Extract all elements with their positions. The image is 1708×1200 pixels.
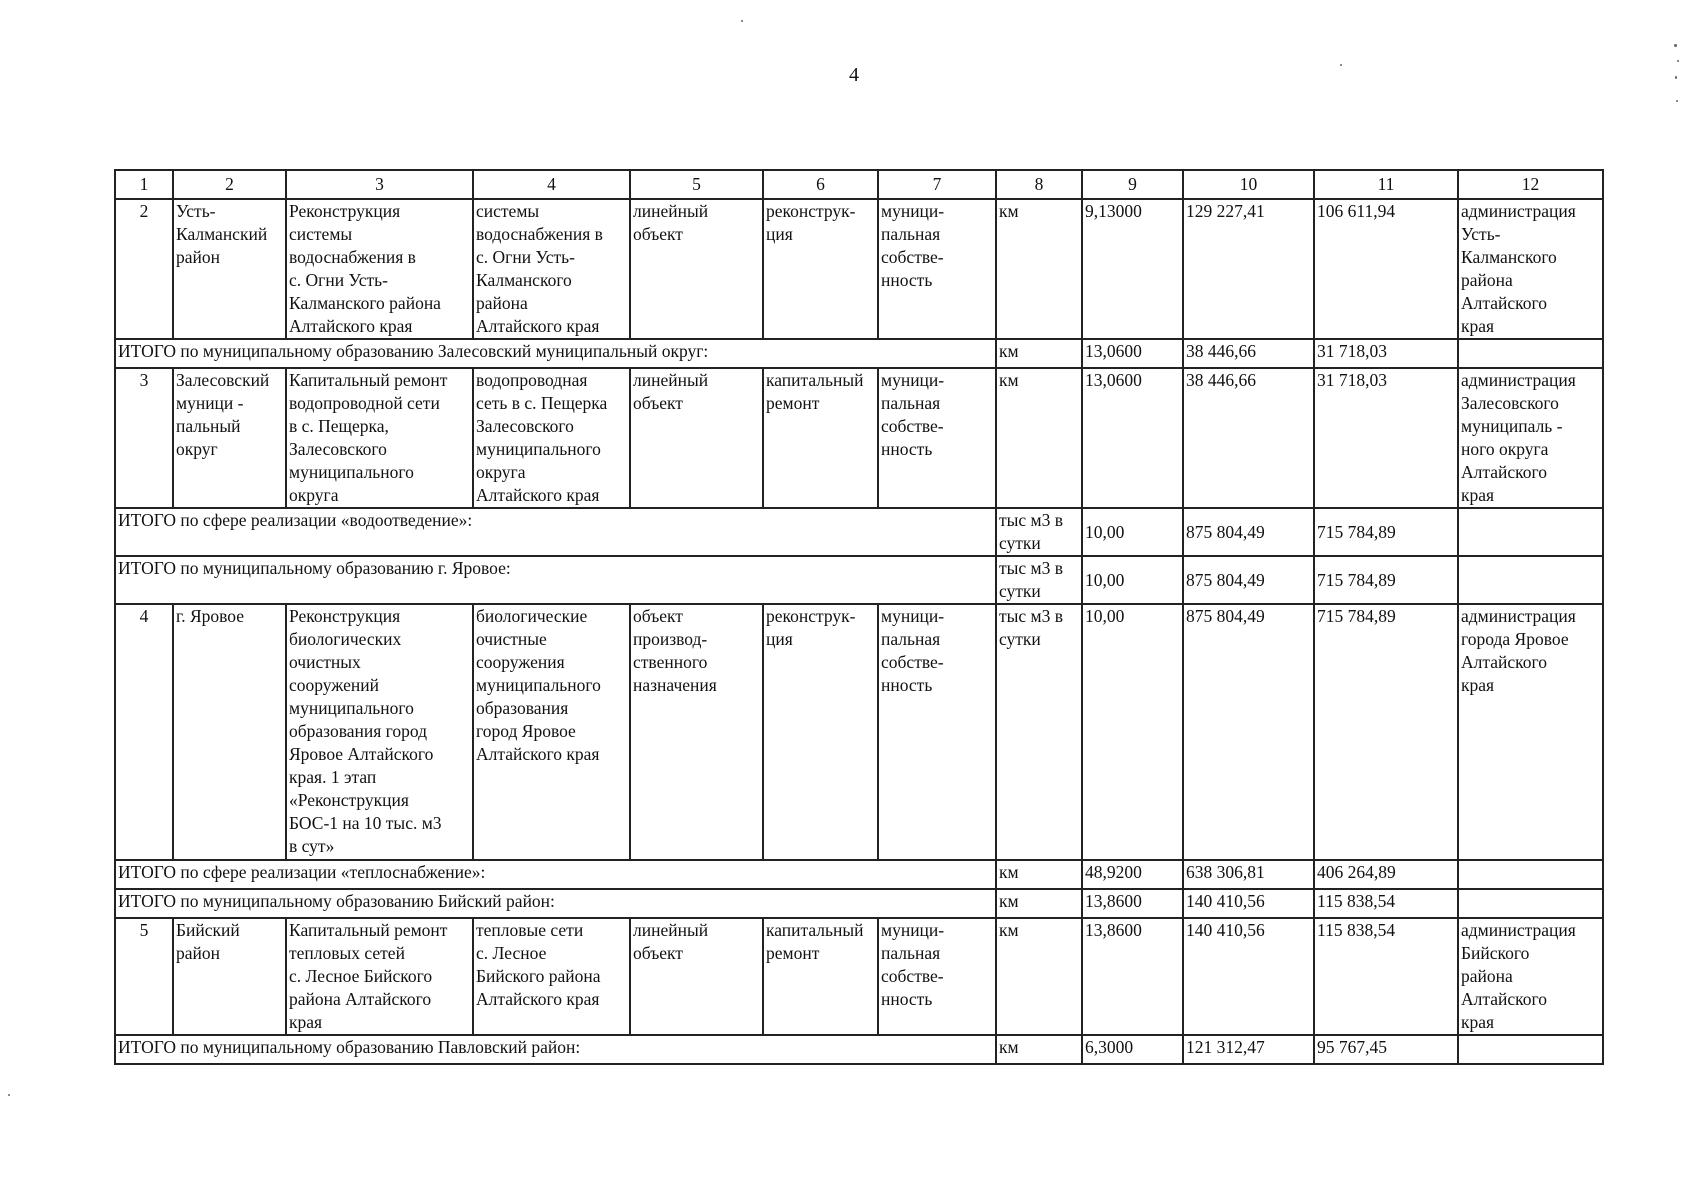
- cost-total-cell: 121 312,47: [1183, 1035, 1314, 1064]
- cost-budget-cell: 715 784,89: [1314, 508, 1458, 556]
- capacity-cell: 10,00: [1082, 604, 1183, 860]
- object-type-cell: объект производ- ственного назначения: [630, 604, 763, 860]
- table-row: [115, 918, 1603, 1035]
- work-type-cell: реконструк- ция: [763, 199, 878, 339]
- unit-cell: тыс м3 в сутки: [996, 604, 1082, 860]
- cost-total-cell: 38 446,66: [1183, 339, 1314, 368]
- cost-budget-cell: 31 718,03: [1314, 339, 1458, 368]
- object-type-cell: линейный объект: [630, 199, 763, 339]
- cost-total-cell: 38 446,66: [1183, 368, 1314, 508]
- municipality-cell: г. Яровое: [173, 604, 286, 860]
- cost-budget-cell: 715 784,89: [1314, 604, 1458, 860]
- empty-cell: [1458, 860, 1603, 889]
- column-number: 2: [173, 170, 286, 199]
- total-label: ИТОГО по муниципальному образованию Бийский район:: [115, 889, 996, 918]
- column-number: 12: [1458, 170, 1603, 199]
- object-cell: водопроводная сеть в с. Пещерка Залесовского муниципального округа Алтайского края: [473, 368, 630, 508]
- municipality-cell: Усть- Калманский район: [173, 199, 286, 339]
- empty-cell: [1458, 1035, 1603, 1064]
- capacity-cell: 13,0600: [1082, 339, 1183, 368]
- table-row: [115, 368, 1603, 508]
- capacity-cell: 10,00: [1082, 508, 1183, 556]
- object-cell: системы водоснабжения в с. Огни Усть- Калманского района Алтайского края: [473, 199, 630, 339]
- capacity-cell: 48,9200: [1082, 860, 1183, 889]
- table-row: [115, 604, 1603, 860]
- total-label: ИТОГО по муниципальному образованию Залесовский муниципальный округ:: [115, 339, 996, 368]
- column-number-row: [115, 170, 1603, 199]
- cost-total-cell: 638 306,81: [1183, 860, 1314, 889]
- capacity-cell: 13,0600: [1082, 368, 1183, 508]
- cost-budget-cell: 115 838,54: [1314, 889, 1458, 918]
- unit-cell: км: [996, 368, 1082, 508]
- capacity-cell: 13,8600: [1082, 918, 1183, 1035]
- cost-total-cell: 875 804,49: [1183, 508, 1314, 556]
- project-name-cell: Капитальный ремонт водопроводной сети в с. Пещерка, Залесовского муниципального округа: [286, 368, 473, 508]
- scan-speck: [741, 20, 743, 22]
- total-row: [115, 1035, 1603, 1064]
- unit-cell: тыс м3 в сутки: [996, 556, 1082, 604]
- column-number: 9: [1082, 170, 1183, 199]
- total-label: ИТОГО по муниципальному образованию г. Яровое:: [115, 556, 996, 604]
- empty-cell: [1458, 889, 1603, 918]
- table-row: [115, 199, 1603, 339]
- total-label: ИТОГО по сфере реализации «теплоснабжение»:: [115, 860, 996, 889]
- total-row: [115, 339, 1603, 368]
- total-label: ИТОГО по сфере реализации «водоотведение»:: [115, 508, 996, 556]
- unit-cell: км: [996, 889, 1082, 918]
- row-number: 4: [115, 604, 173, 860]
- cost-budget-cell: 95 767,45: [1314, 1035, 1458, 1064]
- column-number: 4: [473, 170, 630, 199]
- capacity-cell: 6,3000: [1082, 1035, 1183, 1064]
- capacity-cell: 13,8600: [1082, 889, 1183, 918]
- ownership-cell: муници- пальная собстве- нность: [878, 918, 996, 1035]
- row-number: 2: [115, 199, 173, 339]
- total-row: [115, 556, 1603, 604]
- capacity-cell: 9,13000: [1082, 199, 1183, 339]
- customer-cell: администрация Бийского района Алтайского края: [1458, 918, 1603, 1035]
- scan-speck: [1676, 100, 1678, 102]
- cost-total-cell: 875 804,49: [1183, 604, 1314, 860]
- column-number: 7: [878, 170, 996, 199]
- column-number: 3: [286, 170, 473, 199]
- work-type-cell: капитальный ремонт: [763, 368, 878, 508]
- cost-budget-cell: 406 264,89: [1314, 860, 1458, 889]
- column-number: 8: [996, 170, 1082, 199]
- cost-total-cell: 129 227,41: [1183, 199, 1314, 339]
- customer-cell: администрация Залесовского муниципаль - ного округа Алтайского края: [1458, 368, 1603, 508]
- scan-speck: [8, 1094, 10, 1096]
- cost-total-cell: 875 804,49: [1183, 556, 1314, 604]
- empty-cell: [1458, 339, 1603, 368]
- unit-cell: км: [996, 918, 1082, 1035]
- unit-cell: км: [996, 339, 1082, 368]
- capacity-cell: 10,00: [1082, 556, 1183, 604]
- ownership-cell: муници- пальная собстве- нность: [878, 604, 996, 860]
- cost-budget-cell: 715 784,89: [1314, 556, 1458, 604]
- scan-speck: [1675, 76, 1677, 79]
- total-row: [115, 889, 1603, 918]
- row-number: 3: [115, 368, 173, 508]
- municipality-cell: Залесовский муници - пальный округ: [173, 368, 286, 508]
- column-number: 11: [1314, 170, 1458, 199]
- unit-cell: км: [996, 199, 1082, 339]
- work-type-cell: капитальный ремонт: [763, 918, 878, 1035]
- object-type-cell: линейный объект: [630, 368, 763, 508]
- total-label: ИТОГО по муниципальному образованию Павловский район:: [115, 1035, 996, 1064]
- cost-total-cell: 140 410,56: [1183, 889, 1314, 918]
- project-name-cell: Капитальный ремонт тепловых сетей с. Лесное Бийского района Алтайского края: [286, 918, 473, 1035]
- ownership-cell: муници- пальная собстве- нность: [878, 199, 996, 339]
- object-cell: тепловые сети с. Лесное Бийского района Алтайского края: [473, 918, 630, 1035]
- unit-cell: км: [996, 860, 1082, 889]
- column-number: 1: [115, 170, 173, 199]
- unit-cell: км: [996, 1035, 1082, 1064]
- ownership-cell: муници- пальная собстве- нность: [878, 368, 996, 508]
- work-type-cell: реконструк- ция: [763, 604, 878, 860]
- object-type-cell: линейный объект: [630, 918, 763, 1035]
- column-number: 5: [630, 170, 763, 199]
- investment-table: [114, 169, 1604, 1065]
- unit-cell: тыс м3 в сутки: [996, 508, 1082, 556]
- page-number: 4: [849, 64, 859, 86]
- customer-cell: администрация Усть- Калманского района Алтайского края: [1458, 199, 1603, 339]
- cost-budget-cell: 115 838,54: [1314, 918, 1458, 1035]
- cost-budget-cell: 106 611,94: [1314, 199, 1458, 339]
- cost-total-cell: 140 410,56: [1183, 918, 1314, 1035]
- object-cell: биологические очистные сооружения муниципального образования город Яровое Алтайского края: [473, 604, 630, 860]
- total-row: [115, 860, 1603, 889]
- row-number: 5: [115, 918, 173, 1035]
- scan-speck: [1677, 60, 1679, 62]
- cost-budget-cell: 31 718,03: [1314, 368, 1458, 508]
- empty-cell: [1458, 508, 1603, 556]
- project-name-cell: Реконструкция системы водоснабжения в с. Огни Усть- Калманского района Алтайского края: [286, 199, 473, 339]
- column-number: 10: [1183, 170, 1314, 199]
- total-row: [115, 508, 1603, 556]
- scan-speck: [1674, 44, 1677, 47]
- municipality-cell: Бийский район: [173, 918, 286, 1035]
- project-name-cell: Реконструкция биологических очистных сооружений муниципального образования город Яровое Алтайского края. 1 этап «Реконструкция БОС-1 на 10 тыс. м3 в сут»: [286, 604, 473, 860]
- empty-cell: [1458, 556, 1603, 604]
- scan-speck: [1340, 64, 1342, 66]
- customer-cell: администрация города Яровое Алтайского края: [1458, 604, 1603, 860]
- column-number: 6: [763, 170, 878, 199]
